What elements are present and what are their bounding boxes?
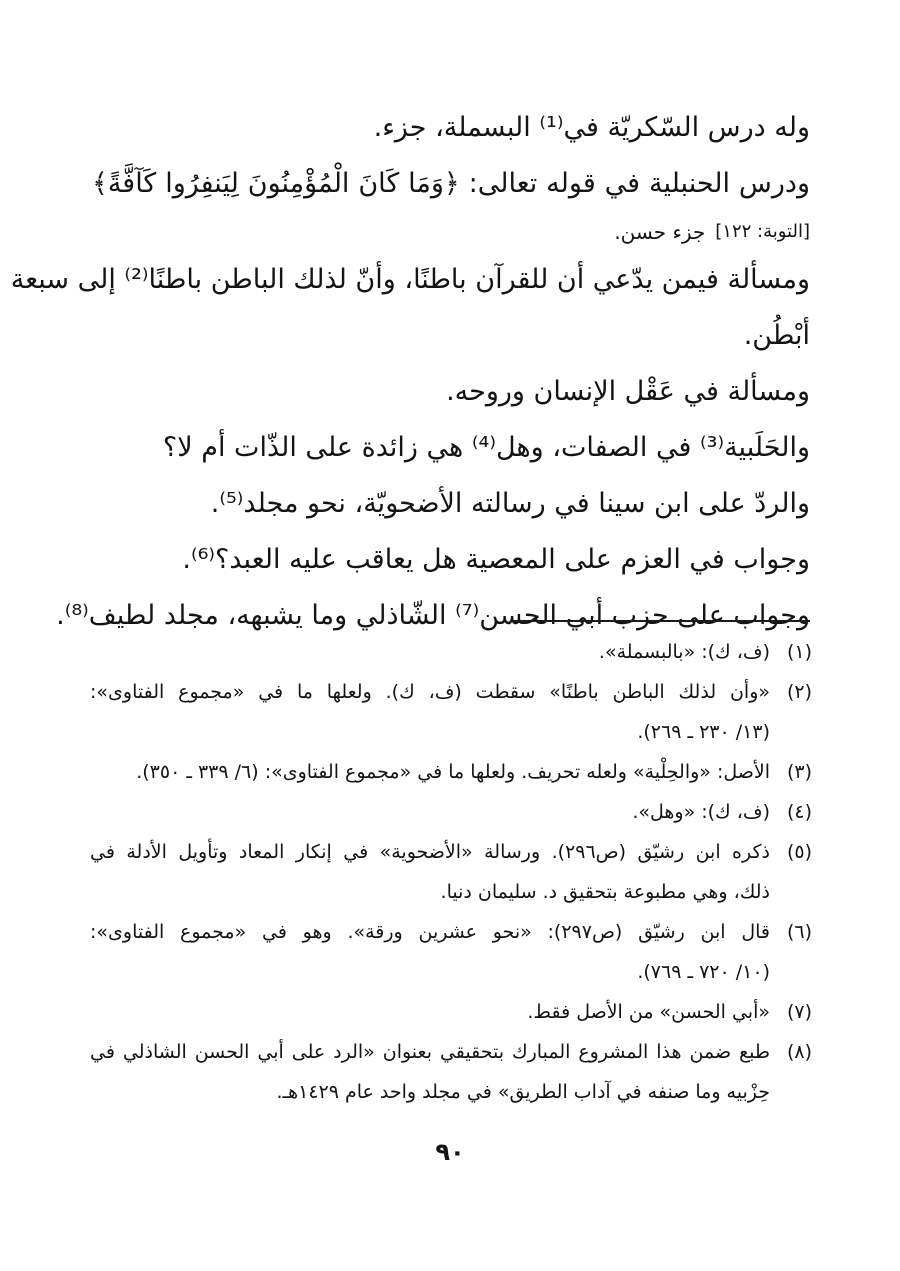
text-line-4: ومسألة فيمن يدّعي أن للقرآن باطنًا، وأنّ لذلك الباطن باطنًا⁽²⁾ إلى سبعة bbox=[10, 264, 810, 295]
footnote-line: (١٠/ ٧٢٠ ـ ٧٦٩). bbox=[637, 961, 770, 983]
footnote-7 bbox=[90, 992, 812, 1032]
main-text-block bbox=[10, 100, 810, 644]
footnote-line: حِزْبيه وما صنفه في آداب الطريق» في مجلد واحد عام ١٤٢٩هـ. bbox=[276, 1081, 770, 1103]
footnote-line: ذكره ابن رشيّق (ص٢٩٦). ورسالة «الأضحوية» في إنكار المعاد وتأويل الأدلة في bbox=[90, 841, 771, 863]
footnote-line: قال ابن رشيّق (ص٢٩٧): «نحو عشرين ورقة». وهو في «مجموع الفتاوى»: bbox=[90, 921, 770, 943]
footnote-line: (١٣/ ٢٣٠ ـ ٢٦٩). bbox=[637, 721, 770, 743]
footnote-line: «وأن لذلك الباطن باطنًا» سقطت (ف، ك). ولعلها ما في «مجموع الفتاوى»: bbox=[90, 681, 770, 703]
footnote-body bbox=[90, 1032, 770, 1112]
page-number: ٩٠ bbox=[435, 1138, 465, 1166]
footnote-number: (٢) bbox=[786, 681, 812, 703]
footnote-3 bbox=[90, 752, 812, 792]
text-line-10: وجواب على حزب أبي الحسن⁽⁷⁾ الشّاذلي وما يشبهه، مجلد لطيف⁽⁸⁾. bbox=[56, 600, 810, 631]
footnote-8 bbox=[90, 1032, 812, 1112]
footnote-divider bbox=[510, 620, 810, 622]
footnote-number: (٤) bbox=[786, 801, 812, 823]
footnote-5 bbox=[90, 832, 812, 912]
footnote-line: ذلك، وهي مطبوعة بتحقيق د. سليمان دنيا. bbox=[440, 881, 770, 903]
footnote-2 bbox=[90, 672, 812, 752]
footnote-line: طبع ضمن هذا المشروع المبارك بتحقيقي بعنوان «الرد على أبي الحسن الشاذلي في bbox=[90, 1041, 770, 1063]
footnote-number: (٥) bbox=[786, 841, 812, 863]
footnote-number: (٨) bbox=[786, 1041, 812, 1063]
verse-reference-line bbox=[92, 212, 810, 252]
text-line-8: والردّ على ابن سينا في رسالته الأضحويّة، نحو مجلد⁽⁵⁾. bbox=[210, 488, 810, 519]
text-line-9: وجواب في العزم على المعصية هل يعاقب عليه العبد؟⁽⁶⁾. bbox=[182, 544, 810, 575]
footnotes-block bbox=[90, 632, 812, 1112]
footnote-number: (١) bbox=[786, 641, 812, 663]
footnote-number: (٦) bbox=[786, 921, 812, 943]
footnote-body bbox=[90, 752, 770, 792]
text-line-5: أبْطُن. bbox=[743, 320, 810, 351]
footnote-body bbox=[90, 912, 770, 992]
footnote-line: (ف، ك): «وهل». bbox=[632, 801, 770, 823]
text-line-3: جزء حسن. bbox=[614, 220, 706, 244]
footnote-body bbox=[90, 672, 770, 752]
footnote-1 bbox=[90, 632, 812, 672]
footnote-number: (٣) bbox=[786, 761, 812, 783]
text-line-1: وله درس السّكريّة في⁽¹⁾ البسملة، جزء. bbox=[373, 112, 810, 143]
footnote-line: «أبي الحسن» من الأصل فقط. bbox=[527, 1001, 770, 1023]
footnote-4 bbox=[90, 792, 812, 832]
quran-reference: [التوبة: ١٢٢] bbox=[715, 221, 810, 242]
footnote-number: (٧) bbox=[786, 1001, 812, 1023]
footnote-line: (ف، ك): «بالبسملة». bbox=[598, 641, 770, 663]
footnote-body bbox=[90, 792, 770, 832]
footnote-body bbox=[90, 992, 770, 1032]
text-line-6: ومسألة في عَقْل الإنسان وروحه. bbox=[446, 376, 810, 407]
footnote-6 bbox=[90, 912, 812, 992]
text-line-7: والحَلَبية⁽³⁾ في الصفات، وهل⁽⁴⁾ هي زائدة على الذّات أم لا؟ bbox=[162, 432, 810, 463]
footnote-line: الأصل: «والحِلْية» ولعله تحريف. ولعلها ما في «مجموع الفتاوى»: (٦/ ٣٣٩ ـ ٣٥٠). bbox=[136, 761, 770, 783]
text-line-2-quran-verse: ودرس الحنبلية في قوله تعالى: ﴿وَمَا كَانَ الْمُؤْمِنُونَ لِيَنفِرُوا كَآفَّةً﴾ bbox=[92, 168, 810, 199]
footnote-body bbox=[90, 832, 770, 912]
footnote-body bbox=[90, 632, 770, 672]
